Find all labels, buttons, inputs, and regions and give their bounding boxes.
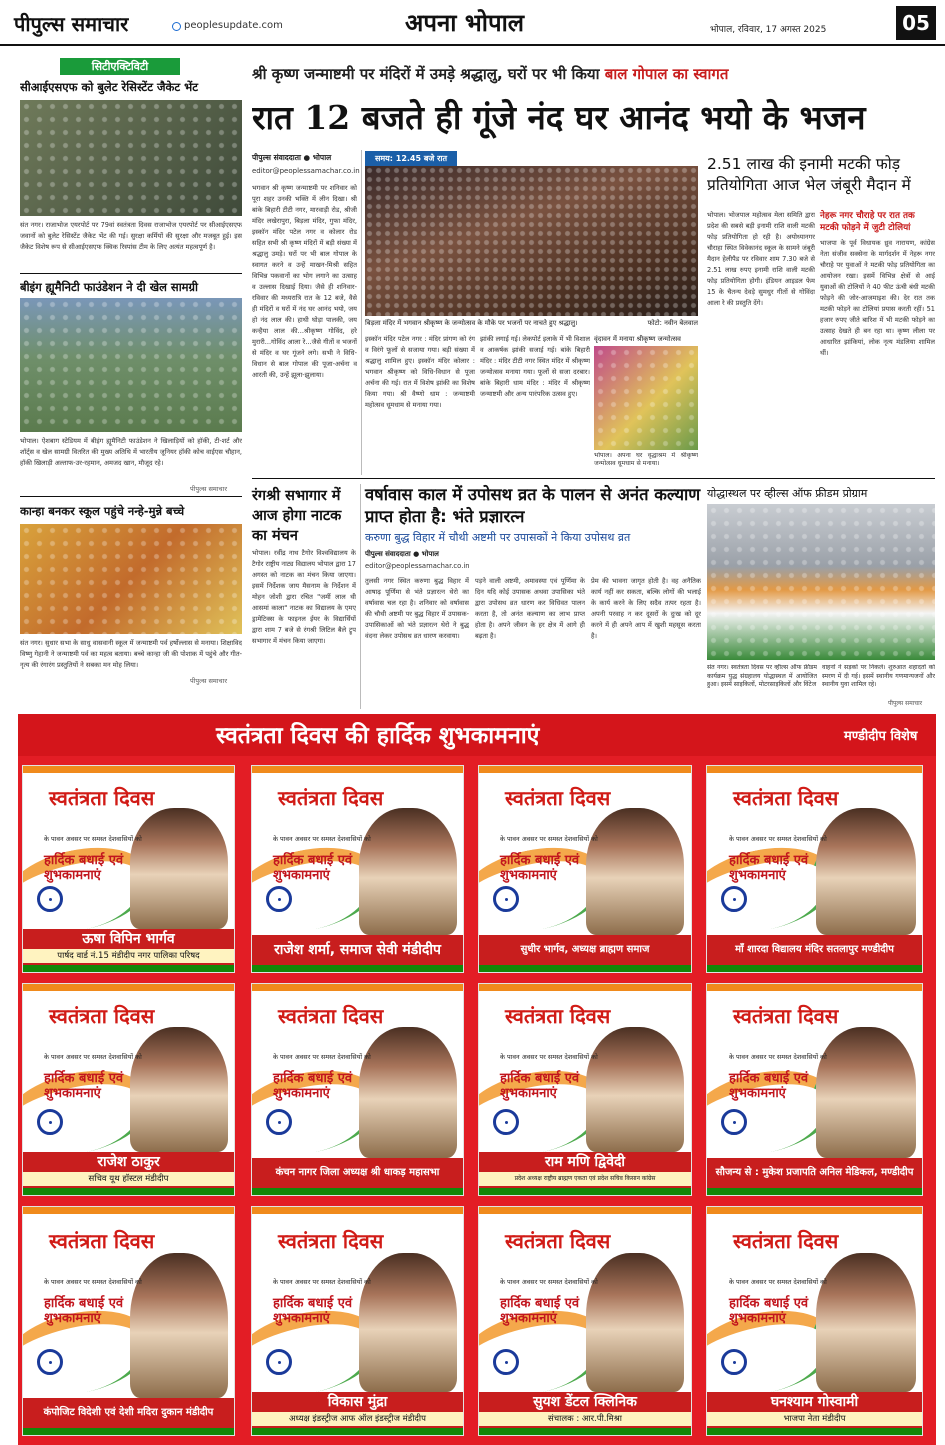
- section-rule: [252, 478, 935, 479]
- card-title: स्वतंत्रता दिवस: [278, 1004, 384, 1028]
- left-photo-1: [20, 100, 242, 216]
- kicker: [252, 64, 932, 84]
- card-wish: हार्दिक बधाई एवं शुभकामनाएं: [500, 853, 580, 883]
- card-wish: हार्दिक बधाई एवं शुभकामनाएं: [500, 1071, 580, 1101]
- logo: पीपुल्स समाचार: [14, 12, 129, 36]
- varsha-sub: करुणा बुद्ध विहार में चौथी अष्टमी पर उपासकों ने किया उपोसथ व्रत: [365, 531, 631, 544]
- card-flag-saffron: [23, 984, 234, 991]
- col-divider: [361, 150, 362, 475]
- card-name-text: राम मणि द्विवेदी: [544, 1154, 626, 1170]
- card-title: स्वतंत्रता दिवस: [49, 1229, 155, 1253]
- left-headline-1: सीआईएसएफ को बुलेट रेसिस्टेंट जैकेट भेंट: [20, 80, 199, 94]
- matki-headline: 2.51 लाख की इनामी मटकी फोड़ प्रतियोगिता आज भेल जंबूरी मैदान में: [707, 155, 911, 194]
- card-wish: हार्दिक बधाई एवं शुभकामनाएं: [729, 1296, 809, 1326]
- card-title: स्वतंत्रता दिवस: [49, 1004, 155, 1028]
- card-flag-saffron: [23, 1207, 234, 1214]
- varsha-headline: वर्षावास काल में उपोसथ व्रत के पालन से अनंत कल्याण प्राप्त होता है: भंते प्रज्ञारत्न: [365, 485, 701, 526]
- masthead: [0, 0, 945, 46]
- greeting-card: [478, 983, 692, 1196]
- kicker-highlight: बाल गोपाल का स्वागत: [604, 65, 729, 83]
- card-flag-saffron: [23, 766, 234, 773]
- card-flag-saffron: [479, 766, 691, 773]
- left-photo-3: [20, 524, 242, 634]
- card-subtitle: के पावन अवसर पर समस्त देशवासियों को: [500, 835, 598, 843]
- card-name: [707, 935, 922, 965]
- left-headline-3: कान्हा बनकर स्कूल पहुंचे नन्हे-मुन्ने बच्चे: [20, 504, 185, 518]
- greeting-card: [251, 1206, 464, 1436]
- card-title: स्वतंत्रता दिवस: [733, 1004, 839, 1028]
- greeting-card: [22, 983, 235, 1196]
- card-subtitle: के पावन अवसर पर समस्त देशवासियों को: [729, 835, 827, 843]
- varsha-text-col-1: तुलसी नगर स्थित करुणा बुद्ध विहार में आषाढ़ पूर्णिमा से भंते प्रज्ञारत्न थेरो का वर्षावास चल रहा है। शनिवार को वर्षावास की चौथी अष्टमी पर बुद्ध विहार में उपासक-उपासिकाओं को भंते प्रज्ञारत्न थेरो ने बुद्ध वंदना लेकर उपोसथ व्रत धारण करवाया।: [365, 577, 469, 640]
- temple-text-col-a: इस्कॉन मंदिर पटेल नगर : मंदिर प्रांगण को रंग व विरंगे फूलों से सजाया गया। बड़ी संख्या में श्रद्धालु शामिल हुए। इस्कॉन मंदिर कोलार : भगवान श्रीकृष्ण को विधि-विधान से पूजा अर्चना की गई। रात में विशेष झांकी का विशेष किया गया। श्री वैष्णो धाम : जन्माष्टमी महोत्सव धूमधाम से मनाया गया।: [365, 335, 475, 409]
- yoddha-photo: [707, 504, 935, 660]
- card-flag-saffron: [252, 766, 463, 773]
- ashoka-chakra-icon: [37, 1349, 63, 1375]
- card-title: स्वतंत्रता दिवस: [49, 786, 155, 810]
- card-wish: हार्दिक बधाई एवं शुभकामनाएं: [44, 1296, 124, 1326]
- card-role-text: संचालक : आर.पी.मिश्रा: [479, 1412, 691, 1426]
- main-crowd-photo: [365, 166, 698, 316]
- website[interactable]: peoplesupdate.com: [184, 20, 283, 31]
- matki-sidetext: भाजपा के पूर्व विधायक ध्रुव नारायण, कांग्रेस नेता संजीव सक्सेना के मार्गदर्शन में नेहरू नगर चौराहे पर युवाओं ने मटकी फोड़ प्रतियोगिता का आयोजन रखा। इसमें विभिन्न क्षेत्रों से आई युवाओं की टोलियों ने 40 फीट ऊंची बंधी मटकी फोड़ने की जोर-आजमाइश की। देर रात तक मटकी फोड़ने का टोलियां प्रयास करती रहीं। 51 हजार रुपए जीते बारिश में भी मटकी फोड़ने का उत्साह देखते ही बन रहा था। कृष्ण लीला पर आधारित झांकियां, लोक नृत्य मंडलिया शामिल थीं।: [820, 239, 935, 357]
- main-photo-caption: बिड़ला मंदिर में भगवान श्रीकृष्ण के जन्मोत्सव के मौके पर भजनों पर नाचते हुए श्रद्धालु।: [365, 319, 578, 327]
- card-title: स्वतंत्रता दिवस: [733, 786, 839, 810]
- card-subtitle: के पावन अवसर पर समस्त देशवासियों को: [500, 1278, 598, 1286]
- greeting-card: [706, 765, 923, 973]
- ashoka-chakra-icon: [493, 1349, 519, 1375]
- card-subtitle: के पावन अवसर पर समस्त देशवासियों को: [500, 1053, 598, 1061]
- card-title: स्वतंत्रता दिवस: [733, 1229, 839, 1253]
- card-flag-saffron: [252, 1207, 463, 1214]
- greeting-card: [22, 1206, 235, 1436]
- left-text-3: संत नगर। सुधार सभा के साधु वासवानी स्कूल में जन्माष्टमी पर्व हर्षोल्लास से मनाया। शिक्षाविद विष्णु गेहानी ने जन्माष्टमी पर्व का महत्व बताया। बच्चे कान्हा जी की पोशाक में पहुंचे और गीत-नृत्य की रंगारंग प्रस्तुतियों ने सबका मन मोह लिया।: [20, 639, 242, 669]
- card-name-text: घनश्याम गोस्वामी: [770, 1394, 859, 1410]
- temple-text-col-b: झांकी लगाई गई। लेकपोर्ट इलाके में भी विशाल व आकर्षक झांकी सजाई गई। बांके बिहारी मंदिर : मंदिर टीटी नगर स्थित मंदिर में श्रीकृष्ण जन्मोत्सव मनाया गया। फूलों से सजा दरबार। बांके बिहारी धाम मंदिर : मंदिर में श्रीकृष्ण जन्माष्टमी और अन्य पारंपरिक उत्सव हुए।: [480, 335, 590, 398]
- ashoka-chakra-icon: [266, 1109, 292, 1135]
- ashoka-chakra-icon: [721, 1349, 747, 1375]
- ads-banner: [18, 714, 936, 756]
- card-wish: हार्दिक बधाई एवं शुभकामनाएं: [500, 1296, 580, 1326]
- card-title: स्वतंत्रता दिवस: [278, 786, 384, 810]
- left-credit-2: पीपुल्स समाचार: [190, 485, 227, 493]
- left-text-1: संत नगर। राजाभोज एयरपोर्ट पर 79वां स्वतंत्रता दिवस राजाभोज एयरपोर्ट पर सीआईएसएफ जवानों को बुलेट रेसिस्टेंट जैकेट भेंट की गई। सुरक्षा कर्मियों की सुरक्षा और मजबूत हुई। इस जैकेट विशेष रूप से सीआईएसएफ क्विक रिस्पांस टीम के लिए अत्यंत महत्वपूर्ण है।: [20, 221, 242, 251]
- divider: [20, 273, 242, 274]
- card-wish: हार्दिक बधाई एवं शुभकामनाएं: [729, 853, 809, 883]
- matki-text: भोपाल। भोजपाल महोत्सव मेला समिति द्वारा प्रदेश की सबसे बड़ी इनामी राशि वाली मटकी फोड़ प्रतियोगिता हो रही है। अयोध्यानगर चौराहा स्थित विवेकानंद स्कूल के सामने जंबूरी मैदान हेलीपैड पर रविवार शाम 7.30 बजे से 2.51 लाख रुपए इनामी राशि वाली मटकी फोड़ प्रतियोगिता होगी। इंडियन आइडल फेम 15 के चैतन्य देवड़े सुमधुर गीतों से गोविंदा आला रे की प्रस्तुति देंगे।: [707, 211, 815, 307]
- greeting-card: [22, 765, 235, 973]
- section-title: अपना भोपाल: [405, 8, 525, 37]
- card-subtitle: के पावन अवसर पर समस्त देशवासियों को: [44, 1278, 142, 1286]
- rangshri-headline: रंगश्री सभागार में आज होगा नाटक का मंचन: [252, 488, 342, 544]
- greeting-card: [251, 765, 464, 973]
- card-subtitle: के पावन अवसर पर समस्त देशवासियों को: [729, 1278, 827, 1286]
- card-name-text: कंपोजिट विदेशी एवं देशी मदिरा दुकान मंडीदीप: [43, 1407, 214, 1418]
- ashoka-chakra-icon: [37, 886, 63, 912]
- card-name: [479, 1392, 691, 1428]
- vrindavan-caption: वृंदावन में मनाया श्रीकृष्ण जन्मोत्सव: [594, 335, 681, 343]
- varsha-text-col-2: पड़ने वाली अष्टमी, अमावस्या एवं पूर्णिमा के दिन यदि कोई उपासक अथवा उपासिका भंते द्वारा उपोसथ व्रत धारण कर विधिवत पालन करता है, तो अनंत कल्याण का लाभ प्राप्त होता है। अपने जीवन के हर क्षेत्र में आगे ही बढ़ता है।: [475, 577, 585, 640]
- ashoka-chakra-icon: [266, 886, 292, 912]
- card-flag-saffron: [707, 766, 922, 773]
- card-name-text: राजेश शर्मा, समाज सेवी मंडीदीप: [274, 942, 441, 958]
- greeting-card: [251, 983, 464, 1196]
- card-flag-saffron: [707, 984, 922, 991]
- yoddha-headline: योद्धास्थल पर व्हील्स ऑफ फ्रीडम प्रोग्राम: [707, 487, 868, 500]
- main-text-col-1: भगवान श्री कृष्ण जन्माष्टमी पर शनिवार को पूरा शहर उनकी भक्ति में लीन दिखा। श्री बांके बिहारी टीटी नगर, मारवाड़ी रोड, श्रीजी मंदिर लखेरापुरा, बिड़ला मंदिर, गुफा मंदिर, इस्कॉन मंदिर पटेल नगर व कोलार रोड सहित सभी श्री कृष्ण मंदिरों में बड़ी संख्या में श्रद्धालु उमड़े। घरों पर भी बाल गोपाल के स्वागत करने व उन्हें माखन-मिश्री सहित विभिन्न पकवानों का भोग लगाने का उत्साह व उल्लास दिखाई दिया। जैसे ही शनिवार-रविवार की मध्यरात्रि रात के 12 बजे, वैसे ही मंदिरों व घरों में नंद घर आनंद भयो, जय हो नंद लाल की। हाथी घोड़ा पालकी, जय कन्हैया लाल की...श्रीकृष्ण गोविंद, हरे मुरारी...गोविंद आला रे...जैसे गीतों व भजनों से मंदिर व घर गूंजने लगे। सभी ने विधि-विधान से बाल गोपाल की पूजा-अर्चना व आरती की, उन्हें झूला-झुलाया।: [252, 184, 357, 379]
- card-name-text: ऊषा विपिन भार्गव: [82, 931, 175, 947]
- card-subtitle: के पावन अवसर पर समस्त देशवासियों को: [44, 835, 142, 843]
- left-text-2: भोपाल। ऐशबाग स्टेडियम में बीइंग ह्यूमैनिटी फाउंडेशन ने खिलाड़ियों को हॉकी, टी-शर्ट और शॉर्ट्स व खेल सामग्री वितरित की मुख्य अतिथि में भारतीय जूनियर हॉकी कोच वाईएस चौहान, हॉकी खिलाड़ी अल्ताफ-उर-रहमान, अमजद खान, मौजूद रहे।: [20, 437, 242, 467]
- ashoka-chakra-icon: [721, 886, 747, 912]
- greeting-card: [706, 1206, 923, 1436]
- vrindavan-sub: भोपाल। अपना घर वृद्धाश्रम में श्रीकृष्ण जन्मोत्सव धूमधाम से मनाया।: [594, 452, 698, 467]
- card-subtitle: के पावन अवसर पर समस्त देशवासियों को: [44, 1053, 142, 1061]
- card-role-text: पार्षद वार्ड नं.15 मंडीदीप नगर पालिका परिषद: [23, 949, 234, 963]
- card-wish: हार्दिक बधाई एवं शुभकामनाएं: [729, 1071, 809, 1101]
- card-flag-saffron: [479, 1207, 691, 1214]
- card-name-text: कंचन नागर जिला अध्यक्ष श्री धाकड़ महासभा: [275, 1167, 440, 1178]
- card-name: [479, 935, 691, 965]
- card-subtitle: के पावन अवसर पर समस्त देशवासियों को: [729, 1053, 827, 1061]
- matki-sidehead: नेहरू नगर चौराहे पर रात तक मटकी फोड़ने में जुटी टोलियां: [820, 211, 915, 233]
- card-name-text: माँ शारदा विद्यालय मंदिर सतलापुर मण्डीदीप: [735, 944, 894, 955]
- card-title: स्वतंत्रता दिवस: [505, 1229, 611, 1253]
- varsha-text-col-3: प्रेम की भावना जागृत होती है। वह अनैतिक कार्य नहीं कर सकता, बल्कि लोगों की भलाई के कार्य करने के लिए सदैव तत्पर रहता है। अपनी परवाह न कर दूसरों के दुःख को दूर करने में ही अपने आप में खुशी महसूस करता है।: [591, 577, 701, 640]
- card-name-text: राजेश ठाकुर: [97, 1154, 160, 1170]
- varsha-email[interactable]: editor@peoplessamachar.co.in: [365, 562, 470, 570]
- globe-icon: [172, 22, 181, 31]
- main-byline: पीपुल्स संवाददाता ● भोपाल: [252, 153, 332, 162]
- card-flag-saffron: [707, 1207, 922, 1214]
- rangshri-text: भोपाल। रवींद्र नाथ टैगोर विश्वविद्यालय के टैगोर राष्ट्रीय नाट्य विद्यालय भोपाल द्वारा 17 अगस्त को नाटक का मंचन किया जाएगा। इसमें निर्देशक जाय मैसनाम के निर्देशन में मोहन जोशी द्वारा रचित "जमीं लाल थी आसमां काला" नाटक का विद्यालय के एमए ड्रामेटिक्स के फाइनल ईयर के विद्यार्थियों द्वारा शाम 7 बजे से रंगश्री लिटिल बैले ट्रूप सभागार में मंचन किया जाएगा।: [252, 549, 356, 645]
- card-wish: हार्दिक बधाई एवं शुभकामनाएं: [44, 853, 124, 883]
- card-name: [23, 1398, 234, 1428]
- ashoka-chakra-icon: [493, 1109, 519, 1135]
- card-subtitle: के पावन अवसर पर समस्त देशवासियों को: [273, 1053, 371, 1061]
- greeting-card: [706, 983, 923, 1196]
- card-name-text: विकास मुंद्रा: [327, 1394, 388, 1410]
- col-divider: [360, 484, 361, 709]
- card-title: स्वतंत्रता दिवस: [278, 1229, 384, 1253]
- card-flag-saffron: [252, 984, 463, 991]
- card-subtitle: के पावन अवसर पर समस्त देशवासियों को: [273, 835, 371, 843]
- card-name-text: सुधीर भार्गव, अध्यक्ष ब्राह्मण समाज: [520, 944, 650, 955]
- time-badge: समय: 12.45 बजे रात: [365, 151, 457, 166]
- dateline: भोपाल, रविवार, 17 अगस्त 2025: [710, 25, 827, 35]
- vrindavan-photo: [594, 346, 698, 450]
- ads-banner-title: स्वतंत्रता दिवस की हार्दिक शुभकामनाएं: [216, 722, 540, 749]
- card-name: [23, 1152, 234, 1188]
- card-name-text: सुयश डेंटल क्लिनिक: [533, 1394, 637, 1410]
- main-headline: रात 12 बजते ही गूंजे नंद घर आनंद भयो के भजन: [252, 98, 866, 137]
- card-subtitle: के पावन अवसर पर समस्त देशवासियों को: [273, 1278, 371, 1286]
- card-name: [252, 1392, 463, 1428]
- left-credit-3: पीपुल्स समाचार: [190, 677, 227, 685]
- divider: [20, 496, 242, 497]
- left-photo-2: [20, 298, 242, 432]
- ashoka-chakra-icon: [37, 1109, 63, 1135]
- card-role-text: प्रदेश अध्यक्ष राष्ट्रीय ब्राह्मण एकता एवं प्रदेश सचिव किसान कांग्रेस: [479, 1172, 691, 1186]
- card-title: स्वतंत्रता दिवस: [505, 786, 611, 810]
- ads-special: मण्डीदीप विशेष: [844, 729, 918, 744]
- yoddha-text-2: वाहनों ने सड़कों पर निकले। शुरुआत शहादतों को स्मरण में दी गई। इसमें स्थानीय गणमान्यजनों और स्थानीय युवा शामिल रहे।: [822, 664, 935, 688]
- yoddha-text-1: संत नगर। स्वतंत्रता दिवस पर व्हील्स ऑफ फ्रीडम कार्यक्रम युद्ध संग्रहालय योद्धास्थल में आयोजित हुआ। इसमें साइकिलों, मोटरसाइकिलों और विंटेज: [707, 664, 817, 688]
- ashoka-chakra-icon: [266, 1349, 292, 1375]
- card-name: [252, 1158, 463, 1188]
- card-name: [252, 935, 463, 965]
- card-name-text: सौजन्य से : मुकेश प्रजापति अनिल मेडिकल, मण्डीदीप: [715, 1167, 914, 1178]
- card-role-text: सचिव यूथ हॉस्टल मंडीदीप: [23, 1172, 234, 1186]
- varsha-byline: पीपुल्स संवाददाता ● भोपाल: [365, 550, 439, 558]
- card-name: [707, 1158, 922, 1188]
- card-wish: हार्दिक बधाई एवं शुभकामनाएं: [273, 1296, 353, 1326]
- yoddha-credit: पीपुल्स समाचार: [888, 700, 923, 707]
- page-number: 05: [896, 6, 936, 40]
- kicker-main: श्री कृष्ण जन्माष्टमी पर मंदिरों में उमड़े श्रद्धालु, घरों पर भी किया: [252, 65, 600, 83]
- ashoka-chakra-icon: [721, 1109, 747, 1135]
- greeting-card: [478, 1206, 692, 1436]
- card-wish: हार्दिक बधाई एवं शुभकामनाएं: [273, 1071, 353, 1101]
- card-wish: हार्दिक बधाई एवं शुभकामनाएं: [44, 1071, 124, 1101]
- card-role-text: भाजपा नेता मंडीदीप: [707, 1412, 922, 1426]
- ashoka-chakra-icon: [493, 886, 519, 912]
- card-name: [707, 1392, 922, 1428]
- card-title: स्वतंत्रता दिवस: [505, 1004, 611, 1028]
- card-wish: हार्दिक बधाई एवं शुभकामनाएं: [273, 853, 353, 883]
- card-flag-saffron: [479, 984, 691, 991]
- main-email[interactable]: editor@peoplessamachar.co.in: [252, 167, 360, 175]
- greeting-card: [478, 765, 692, 973]
- card-name: [479, 1152, 691, 1188]
- main-photo-credit: फोटो: नवीन बेलवाल: [647, 319, 698, 327]
- card-name: [23, 929, 234, 965]
- card-role-text: अध्यक्ष इंडस्ट्रीज आफ ऑल इंडस्ट्रीज मंडीदीप: [252, 1412, 463, 1426]
- city-tag: सिटीएक्टिविटी: [60, 58, 180, 75]
- left-headline-2: बीइंग ह्यूमैनिटी फाउंडेशन ने दी खेल सामग्री: [20, 280, 199, 294]
